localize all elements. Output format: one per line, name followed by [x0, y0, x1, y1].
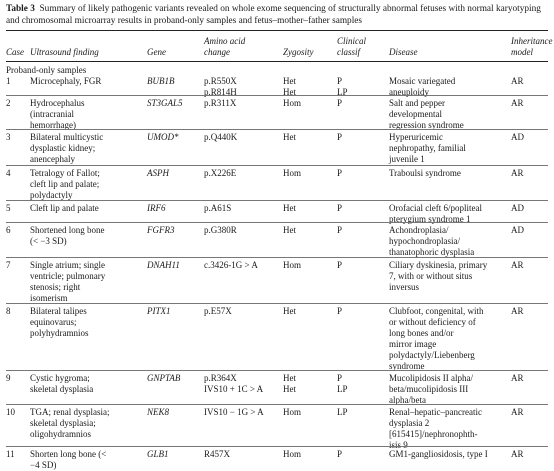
row-divider — [6, 257, 548, 258]
cell-ultrasound-finding-line: Shortened long bone — [30, 225, 105, 235]
cell-gene-line: DNAH11 — [147, 260, 180, 270]
header-top-rule — [6, 30, 548, 31]
row-divider — [6, 303, 548, 304]
cell-ultrasound-finding-line: (intracranial — [30, 109, 74, 119]
cell-clinical-classif-line: P — [337, 373, 343, 383]
cell-gene — [147, 373, 180, 384]
cell-amino-acid-change — [204, 203, 231, 214]
header-clinical-line2: classif — [337, 47, 361, 57]
cell-ultrasound-finding-line: Microcephaly, FGR — [30, 76, 102, 86]
header-inheritance-line1: Inheritance — [511, 36, 553, 46]
cell-gene — [147, 407, 169, 418]
cell-gene-line: ASPH — [147, 168, 169, 178]
cell-ultrasound-finding-line: skeletal dysplasia; — [30, 418, 96, 428]
cell-ultrasound-finding-line: cleft lip and palate; — [30, 179, 100, 189]
cell-disease-line: Mosaic variegated — [389, 76, 456, 86]
cell-case-line: 4 — [6, 168, 11, 178]
cell-ultrasound-finding — [30, 203, 99, 214]
cell-inheritance-model — [511, 76, 524, 87]
cell-zygosity — [283, 203, 296, 214]
cell-amino-acid-change-line: IVS10 − 1G > A — [204, 407, 264, 417]
cell-disease-line: nephropathy, familial — [389, 143, 466, 153]
cell-gene — [147, 306, 171, 317]
cell-inheritance-model — [511, 168, 524, 179]
cell-gene — [147, 132, 179, 143]
cell-disease-line: Clubfoot, congenital, with — [389, 306, 484, 316]
header-disease: Disease — [389, 47, 418, 57]
cell-disease-line: isis 9 — [389, 440, 408, 450]
cell-case — [6, 260, 11, 271]
cell-amino-acid-change — [204, 373, 263, 395]
cell-amino-acid-change — [204, 306, 232, 317]
cell-case-line: 10 — [6, 407, 15, 417]
cell-clinical-classif — [337, 260, 342, 271]
cell-zygosity-line: Hom — [283, 407, 301, 417]
cell-ultrasound-finding-line: oligohydramnios — [30, 429, 91, 439]
cell-amino-acid-change-line: p.G380R — [204, 225, 237, 235]
cell-inheritance-model-line: AR — [511, 373, 524, 383]
table-caption-text: Summary of likely pathogenic variants revealed on whole exome sequencing of structurally abnormal fetuses with normal karyotyping and chromosomal microarray results in proband-only samples and fetus–mother–father samples — [6, 4, 541, 26]
cell-gene — [147, 98, 183, 109]
cell-disease-line: Achondroplasia/ — [389, 225, 449, 235]
cell-disease — [389, 168, 461, 179]
cell-case-line: 5 — [6, 203, 11, 213]
cell-case — [6, 203, 11, 214]
cell-gene-line: ST3GAL5 — [147, 98, 183, 108]
header-ultrasound-finding: Ultrasound finding — [30, 47, 99, 57]
cell-disease-line: or without deficiency of — [389, 317, 476, 327]
cell-disease-line: polydactyly/Liebenberg — [389, 350, 475, 360]
header-inheritance-line2: model — [511, 47, 533, 57]
cell-disease-line: [615415]/nephronophth- — [389, 429, 478, 439]
cell-inheritance-model — [511, 98, 524, 109]
cell-zygosity-line: Het — [283, 87, 296, 97]
cell-case — [6, 132, 11, 143]
cell-amino-acid-change-line: p.R550X — [204, 76, 237, 86]
cell-ultrasound-finding-line: TGA; renal dysplasia; — [30, 407, 110, 417]
cell-disease — [389, 98, 464, 131]
cell-clinical-classif-line: P — [337, 449, 343, 459]
cell-ultrasound-finding — [30, 132, 103, 165]
cell-clinical-classif-line: LP — [337, 384, 348, 394]
cell-inheritance-model — [511, 306, 524, 317]
cell-ultrasound-finding — [30, 225, 105, 247]
cell-inheritance-model-line: AR — [511, 306, 524, 316]
cell-ultrasound-finding — [30, 373, 93, 395]
cell-ultrasound-finding-line: Bilateral talipes — [30, 306, 87, 316]
cell-zygosity-line: Het — [283, 225, 296, 235]
cell-zygosity-line: Het — [283, 132, 296, 142]
cell-case — [6, 225, 11, 236]
cell-disease — [389, 306, 484, 372]
cell-inheritance-model-line: AD — [511, 132, 524, 142]
cell-clinical-classif — [337, 407, 348, 418]
cell-inheritance-model-line: AR — [511, 407, 524, 417]
table-label: Table 3 — [6, 4, 35, 14]
cell-inheritance-model — [511, 203, 524, 214]
cell-zygosity-line: Hom — [283, 98, 301, 108]
cell-disease-line: beta/mucolipidosis III — [389, 384, 469, 394]
cell-amino-acid-change — [204, 407, 264, 418]
section-label-proband-only: Proband-only samples — [6, 65, 87, 75]
cell-amino-acid-change — [204, 132, 237, 143]
cell-clinical-classif — [337, 168, 342, 179]
cell-zygosity — [283, 449, 301, 460]
cell-inheritance-model — [511, 407, 524, 418]
row-divider — [6, 222, 548, 223]
cell-ultrasound-finding-line: Tetralogy of Fallot; — [30, 168, 100, 178]
cell-disease-line: alpha/beta — [389, 395, 426, 405]
cell-clinical-classif-line: P — [337, 225, 343, 235]
cell-ultrasound-finding-line: stenosis; right — [30, 282, 81, 292]
cell-ultrasound-finding-line: polyhydramnios — [30, 328, 89, 338]
cell-disease-line: mirror image — [389, 339, 437, 349]
header-bottom-rule — [6, 61, 548, 62]
cell-clinical-classif — [337, 203, 342, 214]
cell-disease — [389, 373, 473, 406]
cell-case — [6, 407, 15, 418]
cell-ultrasound-finding — [30, 168, 100, 201]
cell-case-line: 8 — [6, 306, 11, 316]
row-divider — [6, 404, 548, 405]
cell-ultrasound-finding-line: Cleft lip and palate — [30, 203, 99, 213]
cell-disease-line: Salt and pepper — [389, 98, 445, 108]
cell-inheritance-model-line: AD — [511, 203, 524, 213]
header-amino-acid-line1: Amino acid — [204, 36, 246, 46]
cell-zygosity-line: Het — [283, 76, 296, 86]
cell-case — [6, 373, 11, 384]
row-divider — [6, 95, 548, 96]
cell-ultrasound-finding-line: isomerism — [30, 293, 68, 303]
cell-amino-acid-change-line: p.X226E — [204, 168, 237, 178]
cell-disease-line: developmental — [389, 109, 442, 119]
cell-disease — [389, 225, 474, 258]
cell-zygosity — [283, 306, 296, 317]
cell-case — [6, 76, 11, 87]
header-clinical-line1: Clinical — [337, 36, 366, 46]
cell-ultrasound-finding — [30, 98, 84, 131]
cell-ultrasound-finding-line: dysplastic kidney; — [30, 143, 96, 153]
cell-disease-line: Renal–hepatic–pancreatic — [389, 407, 482, 417]
cell-inheritance-model — [511, 132, 524, 143]
cell-zygosity — [283, 168, 301, 179]
row-divider — [6, 200, 548, 201]
row-divider — [6, 370, 548, 371]
header-zygosity: Zygosity — [283, 47, 314, 57]
cell-gene — [147, 203, 166, 214]
cell-case-line: 9 — [6, 373, 11, 383]
cell-gene — [147, 76, 175, 87]
cell-disease-line: Hyperuricemic — [389, 132, 443, 142]
cell-ultrasound-finding — [30, 449, 106, 471]
cell-disease — [389, 407, 482, 451]
cell-amino-acid-change — [204, 225, 237, 236]
header-gene: Gene — [147, 47, 166, 57]
cell-inheritance-model-line: AR — [511, 260, 524, 270]
cell-ultrasound-finding-line: hemorrhage) — [30, 120, 76, 130]
cell-ultrasound-finding — [30, 306, 89, 339]
cell-clinical-classif — [337, 373, 348, 395]
cell-case-line: 6 — [6, 225, 11, 235]
cell-disease-line: Mucolipidosis II alpha/ — [389, 373, 473, 383]
cell-clinical-classif-line: P — [337, 76, 343, 86]
cell-clinical-classif — [337, 225, 342, 236]
cell-ultrasound-finding-line: Bilateral multicystic — [30, 132, 104, 142]
header-clinical-classif — [337, 36, 366, 58]
cell-inheritance-model-line: AD — [511, 225, 524, 235]
cell-ultrasound-finding-line: Cystic hygroma; — [30, 373, 90, 383]
cell-amino-acid-change — [204, 449, 230, 460]
cell-inheritance-model-line: AR — [511, 168, 524, 178]
cell-amino-acid-change-line: p.A61S — [204, 203, 232, 213]
cell-gene-line: IRF6 — [147, 203, 166, 213]
cell-ultrasound-finding-line: (< −3 SD) — [30, 236, 67, 246]
cell-zygosity — [283, 407, 301, 418]
cell-case — [6, 168, 11, 179]
cell-gene-line: UMOD* — [147, 132, 179, 142]
table-caption — [6, 4, 548, 27]
cell-zygosity-line: Hom — [283, 449, 301, 459]
cell-clinical-classif — [337, 132, 342, 143]
row-divider — [6, 165, 548, 166]
cell-amino-acid-change-line: p.R814H — [204, 87, 237, 97]
cell-ultrasound-finding-line: Single atrium; single — [30, 260, 105, 270]
cell-gene — [147, 449, 169, 460]
cell-amino-acid-change-line: c.3426-1G > A — [204, 260, 258, 270]
cell-inheritance-model-line: AR — [511, 449, 524, 459]
header-case: Case — [6, 47, 24, 57]
cell-case-line: 11 — [6, 449, 15, 459]
cell-gene-line: FGFR3 — [147, 225, 175, 235]
cell-case-line: 1 — [6, 76, 11, 86]
cell-inheritance-model — [511, 225, 524, 236]
cell-gene-line: NEK8 — [147, 407, 170, 417]
cell-clinical-classif-line: P — [337, 132, 343, 142]
cell-disease-line: GM1-gangliosidosis, type I — [389, 449, 488, 459]
cell-disease-line: dysplasia 2 — [389, 418, 430, 428]
cell-ultrasound-finding-line: polydactyly — [30, 190, 73, 200]
cell-ultrasound-finding — [30, 407, 109, 440]
header-amino-acid-change — [204, 36, 245, 58]
cell-disease-line: regression syndrome — [389, 120, 464, 130]
cell-case — [6, 306, 11, 317]
cell-clinical-classif-line: LP — [337, 87, 348, 97]
cell-zygosity — [283, 98, 301, 109]
cell-disease-line: aneuploidy — [389, 87, 429, 97]
cell-amino-acid-change-line: p.E57X — [204, 306, 232, 316]
cell-zygosity-line: Het — [283, 203, 296, 213]
cell-ultrasound-finding — [30, 260, 105, 304]
cell-disease-line: 7, with or without situs — [389, 271, 473, 281]
cell-inheritance-model — [511, 260, 524, 271]
cell-case-line: 7 — [6, 260, 11, 270]
cell-clinical-classif-line: LP — [337, 407, 348, 417]
cell-gene — [147, 260, 180, 271]
cell-inheritance-model-line: AR — [511, 98, 524, 108]
cell-amino-acid-change — [204, 168, 236, 179]
cell-disease-line: long bones and/or — [389, 328, 454, 338]
cell-ultrasound-finding-line: skeletal dysplasia — [30, 384, 94, 394]
cell-clinical-classif-line: P — [337, 98, 343, 108]
cell-zygosity — [283, 260, 301, 271]
cell-ultrasound-finding-line: Hydrocephalus — [30, 98, 85, 108]
header-amino-acid-line2: change — [204, 47, 230, 57]
cell-disease-line: inversus — [389, 282, 419, 292]
cell-clinical-classif — [337, 449, 342, 460]
cell-ultrasound-finding-line: ventricle; pulmonary — [30, 271, 106, 281]
cell-inheritance-model — [511, 449, 524, 460]
cell-zygosity-line: Het — [283, 384, 296, 394]
cell-clinical-classif — [337, 98, 342, 109]
cell-zygosity-line: Het — [283, 373, 296, 383]
cell-amino-acid-change — [204, 260, 258, 271]
cell-disease — [389, 132, 466, 165]
cell-amino-acid-change-line: p.Q440K — [204, 132, 238, 142]
cell-gene-line: GNPTAB — [147, 373, 181, 383]
cell-ultrasound-finding-line: anencephaly — [30, 154, 75, 164]
cell-zygosity-line: Hom — [283, 168, 301, 178]
cell-clinical-classif-line: P — [337, 168, 343, 178]
cell-clinical-classif-line: P — [337, 260, 343, 270]
cell-case-line: 3 — [6, 132, 11, 142]
cell-amino-acid-change-line: p.R364X — [204, 373, 237, 383]
cell-zygosity — [283, 373, 296, 395]
cell-amino-acid-change — [204, 98, 236, 109]
cell-inheritance-model — [511, 373, 524, 384]
cell-disease-line: Ciliary dyskinesia, primary — [389, 260, 488, 270]
cell-disease-line: pterygium syndrome 1 — [389, 214, 471, 224]
cell-gene — [147, 168, 169, 179]
cell-case — [6, 449, 15, 460]
cell-ultrasound-finding — [30, 76, 101, 87]
cell-ultrasound-finding-line: Shorten long bone (< — [30, 449, 107, 459]
cell-gene-line: BUB1B — [147, 76, 175, 86]
cell-zygosity — [283, 225, 296, 236]
cell-case — [6, 98, 11, 109]
cell-disease-line: thanatophoric dysplasia — [389, 247, 475, 257]
header-inheritance-model — [511, 36, 552, 58]
cell-disease-line: hypochondroplasia/ — [389, 236, 460, 246]
cell-case-line: 2 — [6, 98, 11, 108]
row-divider — [6, 129, 548, 130]
cell-ultrasound-finding-line: equinovarus; — [30, 317, 77, 327]
cell-ultrasound-finding-line: −4 SD) — [30, 460, 57, 470]
cell-disease-line: juvenile 1 — [389, 154, 425, 164]
cell-disease-line: Orofacial cleft 6/popliteal — [389, 203, 482, 213]
cell-clinical-classif-line: P — [337, 306, 343, 316]
cell-inheritance-model-line: AR — [511, 76, 524, 86]
cell-gene — [147, 225, 175, 236]
cell-gene-line: GLB1 — [147, 449, 169, 459]
cell-disease — [389, 449, 488, 460]
row-divider — [6, 446, 548, 447]
cell-clinical-classif-line: P — [337, 203, 343, 213]
cell-amino-acid-change-line: p.R311X — [204, 98, 237, 108]
cell-zygosity — [283, 132, 296, 143]
cell-amino-acid-change-line: IVS10 + 1C > A — [204, 384, 264, 394]
cell-clinical-classif — [337, 306, 342, 317]
cell-gene-line: PITX1 — [147, 306, 171, 316]
cell-amino-acid-change-line: R457X — [204, 449, 231, 459]
cell-zygosity-line: Het — [283, 306, 296, 316]
cell-zygosity-line: Hom — [283, 260, 301, 270]
cell-disease-line: Traboulsi syndrome — [389, 168, 461, 178]
cell-disease-line: syndrome — [389, 361, 425, 371]
cell-disease — [389, 260, 487, 293]
